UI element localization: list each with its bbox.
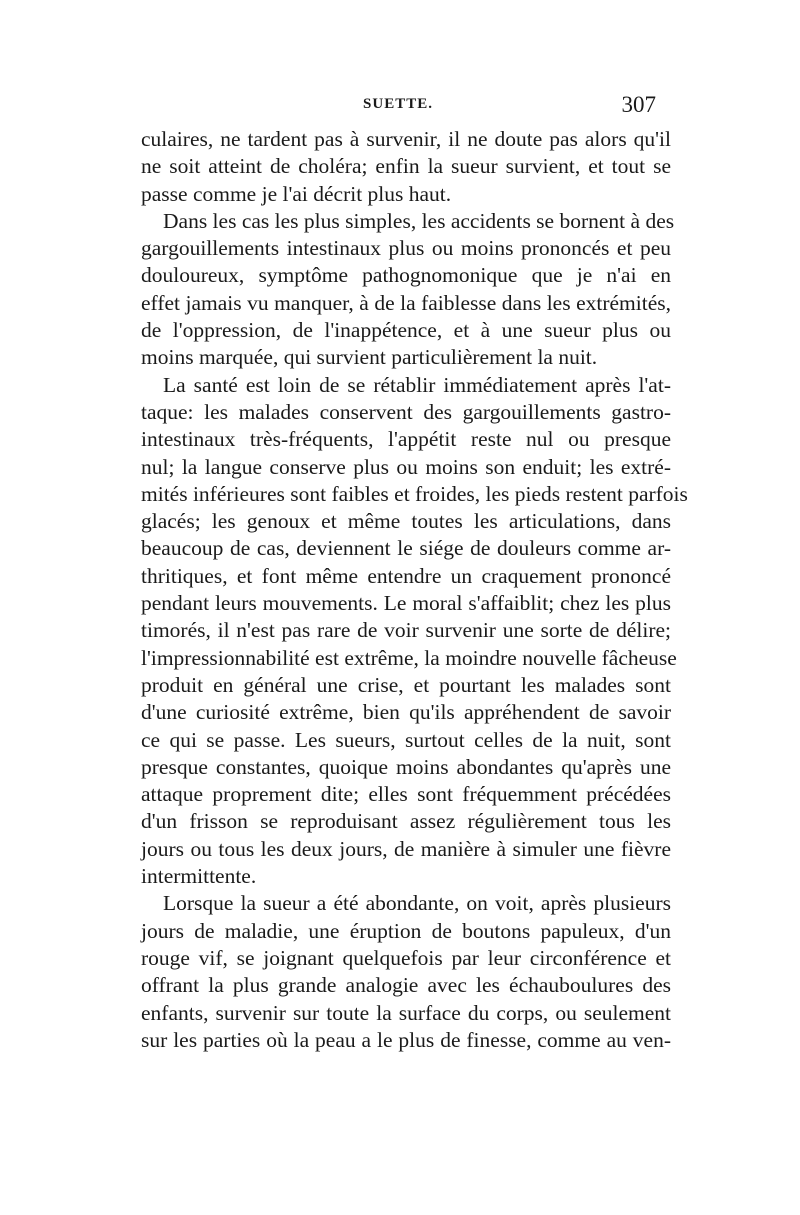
text-line: Lorsque la sueur a été abondante, on voit, après plusieurs	[163, 891, 671, 916]
running-head	[140, 92, 656, 122]
text-line: sur les parties où la peau a le plus de finesse, comme au ven-	[141, 1027, 671, 1052]
text-line: douloureux, symptôme pathognomonique que je n'ai en	[141, 263, 671, 288]
text-line: d'un frisson se reproduisant assez régulièrement tous les	[141, 809, 671, 834]
text-line: glacés; les genoux et même toutes les articulations, dans	[141, 509, 671, 534]
text-line: jours ou tous les deux jours, de manière à simuler une fièvre	[141, 836, 671, 861]
text-line: timorés, il n'est pas rare de voir survenir une sorte de délire;	[141, 618, 671, 643]
text-line: rouge vif, se joignant quelquefois par leur circonférence et	[141, 945, 671, 970]
text-line: presque constantes, quoique moins abondantes qu'après une	[141, 754, 671, 779]
text-line: l'impressionnabilité est extrême, la moindre nouvelle fâcheuse	[141, 645, 677, 670]
text-line: ne soit atteint de choléra; enfin la sueur survient, et tout se	[141, 154, 671, 179]
text-line: intermittente.	[141, 864, 257, 889]
text-line: attaque proprement dite; elles sont fréquemment précédées	[141, 782, 671, 807]
text-line: offrant la plus grande analogie avec les échauboulures des	[141, 973, 671, 998]
text-line: gargouillements intestinaux plus ou moins prononcés et peu	[141, 236, 671, 261]
text-line: taque: les malades conservent des gargouillements gastro-	[141, 399, 671, 424]
text-line: intestinaux très-fréquents, l'appétit reste nul ou presque	[141, 427, 671, 452]
text-line: thritiques, et font même entendre un craquement prononcé	[141, 563, 671, 588]
text-line: culaires, ne tardent pas à survenir, il ne doute pas alors qu'il	[141, 127, 671, 151]
text-line: d'une curiosité extrême, bien qu'ils appréhendent de savoir	[141, 700, 671, 725]
text-line: beaucoup de cas, deviennent le siége de douleurs comme ar-	[141, 536, 671, 561]
text-line: pendant leurs mouvements. Le moral s'affaiblit; chez les plus	[141, 591, 671, 616]
text-line: passe comme je l'ai décrit plus haut.	[141, 181, 452, 206]
text-line: produit en général une crise, et pourtant les malades sont	[141, 672, 671, 697]
running-title: SUETTE.	[363, 96, 433, 112]
text-line: Dans les cas les plus simples, les accidents se bornent à des	[163, 208, 675, 233]
text-line: effet jamais vu manquer, à de la faiblesse dans les extrémités,	[141, 290, 671, 315]
text-line: enfants, survenir sur toute la surface du corps, ou seulement	[141, 1000, 671, 1025]
text-line: de l'oppression, de l'inappétence, et à une sueur plus ou	[141, 318, 671, 343]
body-text	[141, 126, 688, 1054]
page-number: 307	[621, 92, 656, 117]
text-line: jours de maladie, une éruption de boutons papuleux, d'un	[141, 918, 671, 943]
text-line: nul; la langue conserve plus ou moins son enduit; les extré-	[141, 454, 671, 479]
text-line: mités inférieures sont faibles et froides, les pieds restent parfois	[141, 481, 688, 506]
text-line: moins marquée, qui survient particulièrement la nuit.	[141, 345, 598, 370]
text-line: ce qui se passe. Les sueurs, surtout celles de la nuit, sont	[141, 727, 671, 752]
text-line: La santé est loin de se rétablir immédiatement après l'at-	[163, 372, 671, 397]
